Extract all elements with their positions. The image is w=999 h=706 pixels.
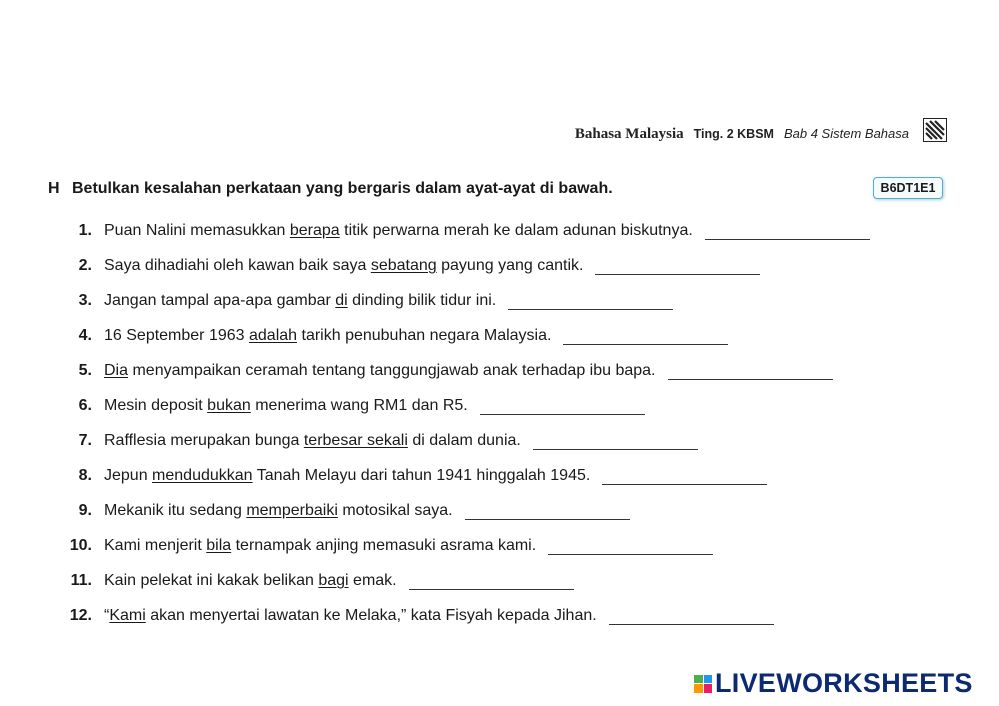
question-text	[104, 397, 468, 415]
answer-blank[interactable]	[668, 361, 833, 380]
underlined-word: bila	[206, 537, 232, 554]
underlined-word: di	[335, 292, 348, 309]
underlined-word: Dia	[104, 362, 129, 379]
publisher-logo-icon	[923, 118, 947, 142]
exercise-code-badge: B6DT1E1	[873, 177, 943, 199]
question-text	[104, 607, 597, 625]
logo-square	[694, 684, 703, 693]
subject-title: Bahasa Malaysia	[574, 126, 684, 142]
question-text-before: Mesin deposit	[104, 397, 208, 414]
question-text-after: emak.	[348, 572, 397, 589]
answer-blank[interactable]	[609, 606, 774, 625]
question-text-after: titik perwarna merah ke dalam adunan biskutnya.	[339, 222, 693, 239]
question-text	[104, 572, 397, 590]
question-text-after: ternampak anjing memasuki asrama kami.	[231, 537, 537, 554]
question-row	[0, 428, 698, 450]
question-row	[0, 288, 673, 310]
question-text-before: Kami menjerit	[104, 537, 207, 554]
liveworksheets-logo-icon	[694, 675, 712, 693]
question-text	[104, 467, 590, 485]
liveworksheets-brand	[694, 668, 973, 699]
question-row	[0, 393, 645, 415]
answer-blank[interactable]	[705, 221, 870, 240]
question-text-after: akan menyertai lawatan ke Melaka,” kata Fisyah kepada Jihan.	[145, 607, 597, 624]
underlined-word: bukan	[207, 397, 251, 414]
answer-blank[interactable]	[563, 326, 728, 345]
question-number: 9.	[78, 502, 92, 519]
question-text-after: Tanah Melayu dari tahun 1941 hinggalah 1945.	[252, 467, 591, 484]
answer-blank[interactable]	[508, 291, 673, 310]
question-number: 1.	[78, 222, 92, 239]
question-text	[104, 432, 521, 450]
question-text	[104, 257, 583, 275]
question-text-before: Puan Nalini memasukkan	[104, 222, 290, 239]
question-text-after: motosikal saya.	[337, 502, 453, 519]
question-row	[0, 358, 833, 380]
question-number: 5.	[78, 362, 92, 379]
logo-square	[704, 684, 713, 693]
question-row	[0, 498, 630, 520]
question-row	[0, 463, 767, 485]
question-text-before: Saya dihadiahi oleh kawan baik saya	[104, 257, 371, 274]
question-text-before: Kain pelekat ini kakak belikan	[104, 572, 319, 589]
question-text-after: menerima wang RM1 dan R5.	[250, 397, 468, 414]
section-instruction: Betulkan kesalahan perkataan yang bergaris dalam ayat-ayat di bawah.	[72, 180, 613, 197]
question-text-before: “	[104, 607, 110, 624]
question-number: 2.	[78, 257, 92, 274]
logo-square	[704, 675, 713, 684]
question-row	[0, 568, 574, 590]
answer-blank[interactable]	[533, 431, 698, 450]
question-text	[104, 327, 551, 345]
question-text-before: Jepun	[104, 467, 153, 484]
question-text	[104, 222, 693, 240]
question-text-before: Rafflesia merupakan bunga	[104, 432, 304, 449]
question-text-after: tarikh penubuhan negara Malaysia.	[297, 327, 552, 344]
question-text-after: dinding bilik tidur ini.	[347, 292, 497, 309]
chapter-label: Bab 4 Sistem Bahasa	[783, 126, 909, 141]
question-row	[0, 603, 774, 625]
page-header	[575, 126, 945, 143]
underlined-word: mendudukkan	[152, 467, 253, 484]
question-text	[104, 502, 453, 520]
underlined-word: sebatang	[370, 257, 437, 274]
question-number: 8.	[78, 467, 92, 484]
answer-blank[interactable]	[595, 256, 760, 275]
question-number: 4.	[78, 327, 92, 344]
underlined-word: terbesar sekali	[303, 432, 408, 449]
underlined-word: memperbaiki	[246, 502, 338, 519]
answer-blank[interactable]	[465, 501, 630, 520]
question-text-after: payung yang cantik.	[436, 257, 584, 274]
question-row	[0, 533, 713, 555]
question-number: 12.	[69, 607, 92, 624]
answer-blank[interactable]	[548, 536, 713, 555]
question-text-after: menyampaikan ceramah tentang tanggungjawab anak terhadap ibu bapa.	[128, 362, 656, 379]
question-text-before: Mekanik itu sedang	[104, 502, 247, 519]
question-text-before: 16 September 1963	[104, 327, 249, 344]
question-number: 11.	[70, 572, 92, 589]
underlined-word: bagi	[318, 572, 349, 589]
logo-square	[694, 675, 703, 684]
question-text	[104, 362, 656, 380]
question-row	[0, 253, 760, 275]
question-number: 7.	[78, 432, 92, 449]
answer-blank[interactable]	[602, 466, 767, 485]
underlined-word: adalah	[249, 327, 298, 344]
question-text	[104, 292, 496, 310]
answer-blank[interactable]	[409, 571, 574, 590]
underlined-word: berapa	[289, 222, 340, 239]
section-letter: H	[48, 180, 60, 197]
question-text-after: di dalam dunia.	[407, 432, 521, 449]
question-number: 6.	[78, 397, 92, 414]
underlined-word: Kami	[109, 607, 146, 624]
question-number: 10.	[69, 537, 92, 554]
level-label: Ting. 2 KBSM	[693, 127, 774, 141]
question-text-before: Jangan tampal apa-apa gambar	[104, 292, 336, 309]
question-number: 3.	[78, 292, 92, 309]
question-text	[104, 537, 536, 555]
question-row	[0, 323, 728, 345]
brand-text: LIVEWORKSHEETS	[715, 668, 973, 698]
question-row	[0, 218, 870, 240]
answer-blank[interactable]	[480, 396, 645, 415]
